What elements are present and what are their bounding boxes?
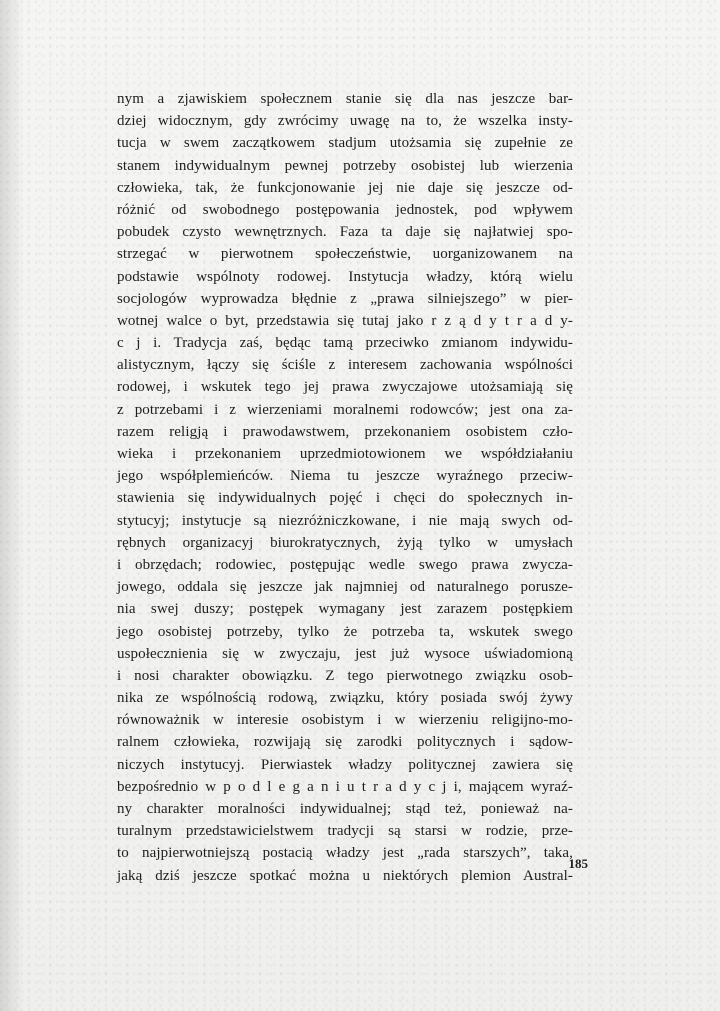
text-line: jaką dziś jeszcze spotkać można u niektórych plemion Austral-	[117, 867, 573, 884]
text-line: strzegać w pierwotnem społeczeństwie, uorganizowanem na	[117, 246, 573, 263]
text-line: stanem indywidualnym pewnej potrzeby osobistej lub wierzenia	[117, 157, 573, 174]
text-line: bezpośrednio w p o d l e g a n i u t r a d y c j i, mającem wyraź-	[117, 778, 573, 795]
text-line: pobudek czysto wewnętrznych. Faza ta daje się najłatwiej spo-	[117, 224, 573, 241]
text-line: rodowej, i wskutek tego jej prawa zwyczajowe utożsamiają się	[117, 379, 573, 396]
text-line: ralnem człowieka, rozwijają się zarodki politycznych i sądow-	[117, 734, 573, 751]
text-line: i obrzędach; rodowiec, postępując wedle swego prawa zwycza-	[117, 556, 573, 573]
text-line: wotnej walce o byt, przedstawia się tutaj jako r z ą d y t r a d y-	[117, 312, 573, 329]
text-line: jego osobistej potrzeby, tylko że potrzeba ta, wskutek swego	[117, 623, 573, 640]
text-line: c j i. Tradycja zaś, będąc tamą przeciwko zmianom indywidu-	[117, 335, 573, 352]
text-line: rębnych organizacyj biurokratycznych, żyją tylko w umysłach	[117, 534, 573, 551]
text-line: stawienia się indywidualnych pojęć i chęci do społecznych in-	[117, 490, 573, 507]
text-line: to najpierwotniejszą postacią władzy jest „rada starszych”, taka,	[117, 845, 573, 862]
text-line: razem religją i prawodawstwem, przekonaniem osobistem czło-	[117, 423, 573, 440]
text-line: socjologów wyprowadza błędnie z „prawa silniejszego” w pier-	[117, 290, 573, 307]
text-line: niczych instytucyj. Pierwiastek władzy politycznej zawiera się	[117, 756, 573, 773]
text-line: nia swej duszy; postępek wymagany jest zarazem postępkiem	[117, 601, 573, 618]
text-line: różnić od swobodnego postępowania jednostek, pod wpływem	[117, 201, 573, 218]
text-line: równoważnik w interesie osobistym i w wierzeniu religijno-mo-	[117, 712, 573, 729]
text-line: podstawie wspólnoty rodowej. Instytucja władzy, którą wielu	[117, 268, 573, 285]
text-line: alistycznym, łączy się ściśle z interesem zachowania wspólności	[117, 357, 573, 374]
text-line: nika ze wspólnością rodową, związku, który posiada swój żywy	[117, 690, 573, 707]
text-line: człowieka, tak, że funkcjonowanie jej nie daje się jeszcze od-	[117, 179, 573, 196]
text-line: tucja w swem zaczątkowem stadjum utożsamia się zupełnie ze	[117, 135, 573, 152]
text-line: ny charakter moralności indywidualnej; stąd też, ponieważ na-	[117, 801, 573, 817]
text-line: z potrzebami i z wierzeniami moralnemi rodowców; jest ona za-	[117, 401, 573, 418]
text-line: dziej widocznym, gdy zwrócimy uwagę na to, że wszelka insty-	[117, 113, 573, 130]
page-number: 185	[568, 856, 588, 871]
text-line: jowego, oddala się jeszcze jak najmniej od naturalnego porusze-	[117, 579, 573, 596]
text-line: i nosi charakter obowiązku. Z tego pierwotnego związku osob-	[117, 667, 573, 684]
text-line: uspołecznienia się w zwyczaju, jest już wysoce uświadomioną	[117, 645, 573, 662]
text-line: wieka i przekonaniem uprzedmiotowionem we współdziałaniu	[117, 446, 573, 462]
text-line: jego współplemieńców. Niema tu jeszcze wyraźnego przeciw-	[117, 468, 573, 485]
text-line: nym a zjawiskiem społecznem stanie się dla nas jeszcze bar-	[117, 91, 573, 107]
text-line: stytucyj; instytucje są niezróżniczkowane, i nie mają swych od-	[117, 512, 573, 529]
text-line: turalnym przedstawicielstwem tradycji są starsi w rodzie, prze-	[117, 823, 573, 840]
body-text	[117, 88, 573, 887]
